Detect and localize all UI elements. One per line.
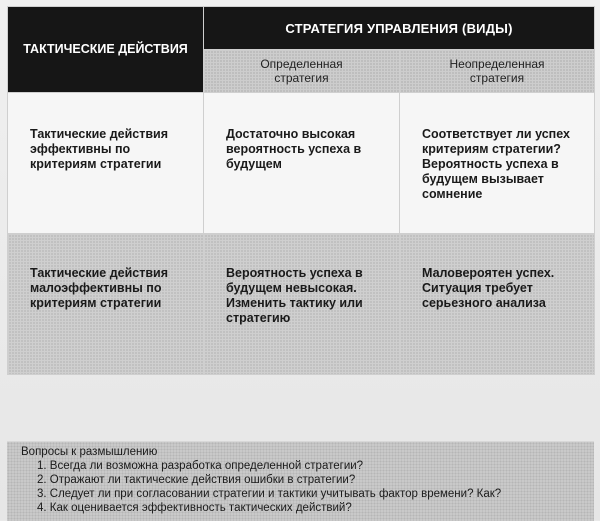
questions-box bbox=[7, 441, 594, 521]
list-item: 1. Всегда ли возможна разработка определенной стратегии? bbox=[37, 460, 364, 472]
cell-tactic-ineffective bbox=[8, 234, 204, 375]
cell-text: Тактические действия эффективны по критериям стратегии bbox=[30, 127, 169, 171]
header-undefined-strategy bbox=[400, 50, 595, 93]
list-item: 2. Отражают ли тактические действия ошибки в стратегии? bbox=[37, 474, 356, 486]
cell-defined-effective bbox=[204, 93, 400, 234]
list-item: 4. Как оценивается эффективность тактических действий? bbox=[37, 502, 352, 514]
questions-title: Вопросы к размышлению bbox=[21, 446, 158, 458]
cell-defined-ineffective bbox=[204, 234, 400, 375]
list-item: 3. Следует ли при согласовании стратегии и тактики учитывать фактор времени? Как? bbox=[37, 488, 502, 500]
header-undefined-label: Неопределенная стратегия bbox=[449, 57, 545, 85]
cell-text: Достаточно высокая вероятность успеха в будущем bbox=[226, 127, 362, 171]
strategy-tactics-table bbox=[7, 6, 595, 375]
cell-text: Вероятность успеха в будущем невысокая. Изменить тактику или стратегию bbox=[226, 266, 363, 325]
header-tactics-label: ТАКТИЧЕСКИЕ ДЕЙСТВИЯ bbox=[23, 42, 188, 56]
questions-list bbox=[7, 459, 594, 515]
header-strategy-label: СТРАТЕГИЯ УПРАВЛЕНИЯ (ВИДЫ) bbox=[285, 20, 513, 36]
cell-tactic-effective bbox=[8, 93, 204, 234]
cell-text: Соответствует ли успех критериям стратегии? Вероятность успеха в будущем вызывает сомнение bbox=[422, 127, 570, 201]
table-row bbox=[8, 93, 595, 234]
header-defined-label: Определенная стратегия bbox=[260, 57, 343, 85]
table-row bbox=[8, 234, 595, 375]
cell-undefined-effective bbox=[400, 93, 595, 234]
cell-undefined-ineffective bbox=[400, 234, 595, 375]
header-defined-strategy bbox=[204, 50, 400, 93]
header-tactics bbox=[8, 7, 204, 93]
cell-text: Тактические действия малоэффективны по критериям стратегии bbox=[30, 266, 169, 310]
cell-text: Маловероятен успех. Ситуация требует серьезного анализа bbox=[422, 266, 555, 310]
header-strategy bbox=[204, 7, 595, 50]
